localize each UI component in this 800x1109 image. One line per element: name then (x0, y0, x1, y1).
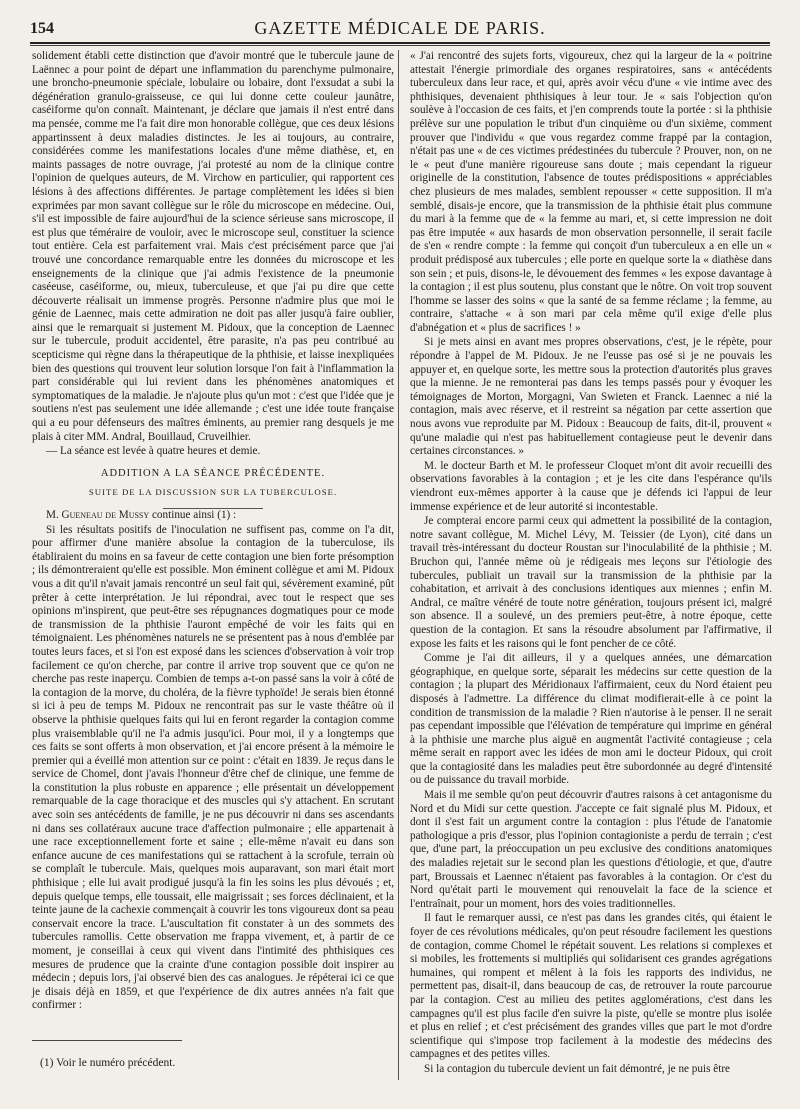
paragraph: Je compterai encore parmi ceux qui admettent la possibilité de la contagion, notre savant collègue, M. Michel Lévy, M. Teissier (de Lyon), cité dans un travail très-intéressant du docteur Roustan sur l'inoculabilité de la phthisie ; M. Bruchon qui, l'année même où je rédigeais mes leçons sur l'étiologie des tubercules, publiait un travail sur la transmission de la phthisie par la cohabitation, et arrivait à des conclusions identiques aux miennes ; enfin M. Andral, ce maître vénéré de toute notre génération, toujours présent ici, malgré son absence. Il a soulevé, un des premiers peut-être, à notre époque, cette question de la contagion. Et sans la résoudre absolument par l'affirmative, il expose les faits et les raisons qui le font pencher de ce côté. (410, 515, 772, 650)
speaker-name: M. Gueneau de Mussy (46, 509, 150, 521)
footnote: (1) Voir le numéro précédent. (40, 1057, 176, 1069)
paragraph: Si la contagion du tubercule devient un fait démontré, je ne puis être (424, 1062, 731, 1075)
paragraph: solidement établi cette distinction que d'avoir montré que le tubercule jaune de Laënnec a pour point de départ une inflammation du parenchyme pulmonaire, une broncho-pneumonie spéciale, lobulaire ou lobaire, dont l'exsudat a subi la dégénération granulo-graisseuse, ce qui lui donne cette couleur jaunâtre, caséiforme qu'on connaît. Maintenant, je déclare que jamais il n'est entré dans ma pensée, comme me l'a fait dire mon honorable collègue, que ces deux lésions appartinssent à deux maladies distinctes. Je les ai toujours, au contraire, considérées comme les manifestations locales d'une même diathèse, et, en maints passages de notre ouvrage, j'ai protesté au nom de la clinique contre l'opinion de quelques auteurs, de M. Virchow en particulier, qui rapportent ces lésions à des affections différentes. Je partage complètement les idées si bien exprimées par mon savant collègue sur le rôle du microscope en médecine. Oui, s'il est impossible de faire aujourd'hui de la science sérieuse sans microscope, il est plus que téméraire de vouloir, avec le microscope seul, constituer la science tout entière. Cela est parfaitement vrai. Mais c'est précisément parce que j'ai trouvé une concordance remarquable entre les données du microscope et les enseignements de la clinique que j'ai admis l'existence de la pneumonie caséeuse, caséiforme, ou, mieux, tuberculeuse, et que j'ai pu dire que cette découverte réalisait un immense progrès. Personne n'admire plus que moi le génie de Laennec, mais cette admiration ne doit pas aller jusqu'à faire oublier, ainsi que le remarquait si justement M. Pidoux, que la conception de Laennec sur le tubercule, produit accidentel, être parasite, n'a pas peu contribué au scepticisme qui règne dans la thérapeutique de la phthisie, et laisse inexpliquées bien des questions qui trouvent leur solution lorsque l'on fait à l'inflammation la part considérable qui lui revient dans les phénomènes anatomiques et symptomatiques de la maladie. Je n'ajoute plus qu'un mot : c'est que l'idée que je soutiens n'est pas seulement une idée allemande ; c'est une idée toute française qui a eu pour défenseurs des maîtres éminents, au premier rang desquels je me plais à citer MM. Andral, Bouillaud, Cruveilhier. (32, 50, 394, 443)
paragraph: Si les résultats positifs de l'inoculation ne suffisent pas, comme on l'a dit, pour affirmer d'une manière absolue la contagion de la tuberculose, ils établiraient du moins en sa faveur de cette contagion une bien forte présomption ; ils démontreraient qu'elle est possible. Mon éminent collègue et ami M. Pidoux vous a dit qu'il n'avait jamais rencontré un seul fait qui, sévèrement examiné, pût prêter à cette interprétation. Je lui répondrai, avec tout le respect que ses opinions m'inspirent, que peut-être ses répugnances dogmatiques pour ce mode de transmission de la phthisie l'auront empêché de voir les faits qui en témoignaient. Les phénomènes naturels ne se présentent pas à nous d'emblée par toutes leurs faces, et si l'on est exposé dans les sciences d'observation à voir trop facilement ce qu'on cherche, par contre il arrive trop souvent que ce qu'on ne cherche pas reste inaperçu. Combien de temps a-t-on passé sans la voir à côté de la contagion de la morve, du choléra, de la fièvre typhoïde! Je serais bien étonné si ici à peu de temps M. Pidoux ne rencontrait pas sur le vaste théâtre où il observe la phthisie quelques faits qui lui en feront regarder la contagion comme plus vraisemblable qu'il ne l'a admis jusqu'ici. Pour moi, il y a longtemps que ces faits se sont offerts à mon observation, et j'ai encore présent à la mémoire le premier qui a éveillé mon attention sur ce point : c'était en 1839. Je reçus dans le service de Chomel, dont j'avais l'honneur d'être chef de clinique, une femme de la constitution la plus robuste en apparence ; elle présentait un développement remarquable de la cage thoracique et des muscles qui s'y attachent. En scrutant avec soin ses antécédents de famille, je ne pus découvrir ni dans ses ascendants ni dans ses collatéraux aucune trace d'affection pulmonaire ; elle appartenait à une race exceptionnellement forte et saine ; elle-même n'avait eu dans son enfance aucune de ces manifestations qui se rattachent à la scrofule, terrain où se complaît le tubercule. Mais, quelques mois auparavant, son mari était mort phthisique ; elle lui avait prodigué jusqu'à la fin les soins les plus dévoués ; et, depuis quelque temps, elle toussait, elle maigrissait ; ses forces déclinaient, et la teinte jaune de la cachexie commençait à couvrir les tons vigoureux dont sa peau conservait encore la trace. L'auscultation fit constater à un des sommets des tubercules ramollis. Cette observation me frappa vivement, et, à partir de ce moment, je conseillai à ceux qui vivent dans l'intimité des phthisiques ces mesures de prudence que la crainte d'une contagion possible doit inspirer au médecin ; depuis lors, j'ai observé bien des cas analogues. Je répéterai ici ce que je disais déjà en 1859, et que l'expérience de dix autres années n'a fait que confirmer : (32, 523, 394, 1012)
section-subtitle: SUITE DE LA DISCUSSION SUR LA TUBERCULOSE. (88, 487, 338, 498)
header-rule-thin (30, 45, 770, 46)
paragraph: Comme je l'ai dit ailleurs, il y a quelques années, une démarcation géographique, en quelque sorte, séparait les médecins sur cette question de la contagion ; la plupart des Méridionaux l'affirmaient, ceux du Nord étaient peu disposés à l'admettre. La différence du climat modifierait-elle à ce point la condition de transmission de la maladie ? Rien n'autorise à le penser. Il ne serait pas cependant impossible que l'élévation de température qui imprime en général à la phthisie une marche plus aiguë en augmentât l'activité contagieuse ; cela même serait en rapport avec les idées de mon ami le docteur Pidoux, qui croit que la contagiosité dans les maladies peut être subordonnée au degré d'intensité ou de puissance du travail morbide. (410, 652, 772, 787)
header-rule (30, 42, 770, 44)
footnote-rule (32, 1040, 182, 1041)
paragraph: Il faut le remarquer aussi, ce n'est pas dans les grandes cités, qui étaient le foyer de ces révolutions médicales, qu'on peut résoudre facilement les questions de contagion, comme Chomel le répétait souvent. Les relations si complexes et si mobiles, les frottements si multipliés qui solidarisent ces grandes agrégations humaines, qui rompent et mêlent à la fois les rapports des individus, ne permettent pas, disait-il, dans beaucoup de cas, de retrouver la route parcourue par la contagion. C'est au milieu des petites agglomérations, c'est dans les campagnes qu'il est plus facile d'en suivre la piste, qu'elle se montre plus isolée et plus en relief ; et c'est précisément des grandes villes que part le mot d'ordre scientifique qui s'impose trop facilement à la modestie des médecins des campagnes et des petites villes. (410, 912, 772, 1061)
speaker-paragraph (32, 509, 394, 523)
paragraph: M. le docteur Barth et M. le professeur Cloquet m'ont dit avoir recueilli des observations favorables à la contagion ; et je les cite dans l'espérance qu'ils viendront eux-mêmes apporter à la cause que je défends ici l'appui de leur immense expérience et de leur autorité si incontestable. (410, 459, 772, 513)
running-head (30, 14, 770, 44)
paragraph: — La séance est levée à quatre heures et demie. (46, 445, 261, 458)
journal-title: GAZETTE MÉDICALE DE PARIS. (254, 18, 546, 38)
quotation: « J'ai rencontré des sujets forts, vigoureux, chez qui la largeur de la « poitrine attestait l'énergie primordiale des organes respiratoires, sans « antécédents tuberculeux dans leur race, et qui, après avoir vécu d'une « vie intime avec des phthisiques, devenaient phthisiques à leur tour. Je « sais l'objection qu'on soulève à l'occasion de ces faits, et j'en comprends toute la portée : si la phthisie prélève sur une population le tribut d'un cinquième ou d'un sixième, comment prouver que l'individu « que vous regardez comme frappé par la contagion, n'était pas une « de ces victimes prédestinées du tubercule ? Prouver, non, on ne le « peut d'une manière rigoureuse sans doute ; mais cependant la rigueur originelle de la constitution, l'absence de toutes prédispositions « appréciables chez plusieurs de mes malades, semblent repousser « cette supposition. Il m'a semblé, disais-je encore, que la transmission de la phthisie était plus commune du mari à la femme que de « la femme au mari, et, si cette impression ne doit pas être imputée « aux hasards de mon observation personnelle, il serait facile de s'en « rendre compte : la femme qui conçoit d'un tuberculeux a en elle un « produit prédisposé aux tubercules ; elle porte en quelque sorte la « diathèse dans son sein ; et puis, disons-le, le dévouement des femmes « les expose davantage à la contagion ; il est plus soutenu, plus constant que le nôtre. On voit trop souvent l'homme se lasser des soins « que la santé de sa femme réclame ; la femme, au contraire, s'attache « à son mari par cela même qu'il exige d'elle plus d'abnégation et « plus de sacrifices ! » (410, 50, 772, 334)
paragraph: Si je mets ainsi en avant mes propres observations, c'est, je le répète, pour répondre à l'appel de M. Pidoux. Je ne l'eusse pas osé si je ne pouvais les appuyer et, en quelque sorte, les mettre sous la protection d'autorités plus graves que la mienne. Je ne remonterai pas dans les temps passés pour y évoquer les témoignages de Morton, Morgagni, Van Swieten et Franck. Laennec a nié la contagion, mais avec réserve, et il restreint sa négation par cette assertion que nous avons vue reproduite par M. Pidoux : Beaucoup de faits, dit-il, prouvent « qu'une maladie qui n'est pas habituellement contagieuse peut le devenir dans certaines circonstances. » (410, 336, 772, 458)
left-column (32, 50, 394, 1070)
column-divider (398, 50, 399, 1080)
section-title: ADDITION A LA SÉANCE PRÉCÉDENTE. (100, 467, 326, 479)
right-column (410, 50, 772, 1100)
page-number: 154 (30, 20, 54, 37)
speaker-lead: continue ainsi (1) : (149, 509, 237, 521)
paragraph: Mais il me semble qu'on peut découvrir d'autres raisons à cet antagonisme du Nord et du Midi sur cette question. J'accepte ce fait signalé plus M. Pidoux, et dont il s'est fait un argument contre la contagion : plus l'étude de l'anatomie pathologique a pris d'essor, plus l'opinion contagioniste a perdu de terrain ; c'est que, d'une part, la préoccupation un peu exclusive des conditions anatomiques des maladies rejetait sur le second plan les questions d'étiologie, et que, d'autre part, Broussais et Laennec n'étaient pas favorables à la contagion. Or c'est du Nord qu'était parti le mouvement qui renouvelait la face de la science et l'entraînait, pour un moment, hors des voies traditionnelles. (410, 789, 772, 910)
